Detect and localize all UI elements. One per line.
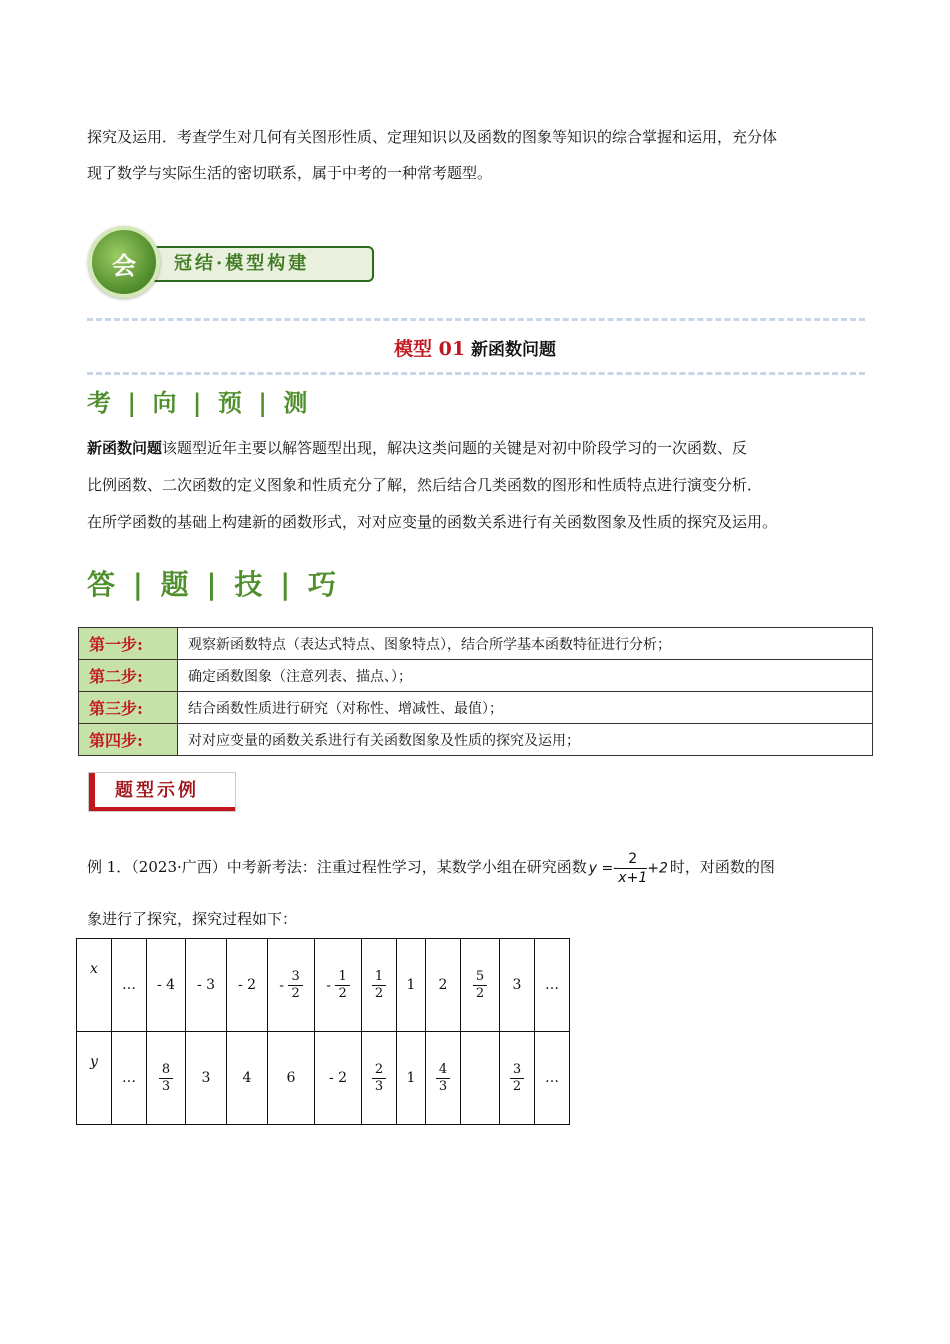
fraction [510,1062,524,1095]
step-text: 确定函数图象（注意列表、描点、）； [178,660,873,692]
table-cell [315,939,362,1032]
y-label: y [77,1032,112,1125]
intro-line-1: 探究及运用．考查学生对几何有关图形性质、定理知识以及函数的图象等知识的综合掌握和运用，充分体 [87,128,778,146]
table-cell: 1 [397,939,426,1032]
fraction-denominator: 2 [374,985,384,1001]
step-text: 结合函数性质进行研究（对称性、增减性、最值）； [178,692,873,724]
fraction [473,969,487,1002]
step-text: 观察新函数特点（表达式特点、图象特点），结合所学基本函数特征进行分析； [178,628,873,660]
table-cell: - 4 [147,939,186,1032]
badge-circle: 会 [88,226,160,298]
badge-accent-bar [89,773,95,811]
example-prefix: 例 1．（2023·广西）中考新考法：注重过程性学习，某数学小组在研究函数 [87,858,587,876]
table-cell [147,1032,186,1125]
table-cell: 2 [426,939,461,1032]
table-cell: … [535,939,570,1032]
description-line-1 [87,430,867,467]
fraction [335,969,349,1002]
description-line-3: 在所学函数的基础上构建新的函数形式，对对应变量的函数关系进行有关函数图象及性质的探究及运用。 [87,513,778,531]
intro-line-2: 现了数学与实际生活的密切联系，属于中考的一种常考题型。 [87,164,493,182]
summary-badge [88,226,388,302]
fraction [372,1062,386,1095]
table-cell [268,939,315,1032]
fraction-denominator: 2 [291,985,300,1001]
table-cell: … [535,1032,570,1125]
table-cell: … [112,939,147,1032]
formula-fraction [618,850,647,887]
y-row [77,1032,570,1125]
section-heading-trend: 考 | 向 | 预 | 测 [87,388,312,417]
table-cell: - 2 [227,939,268,1032]
value-table [76,938,570,1125]
description-line-2: 比例函数、二次函数的定义图象和性质充分了解，然后结合几类函数的图形和性质特点进行演变分析． [87,476,763,494]
steps-table [78,627,873,756]
table-cell: 4 [227,1032,268,1125]
badge-text: 冠结·模型构建 [174,253,310,274]
table-cell: 3 [186,1032,227,1125]
step-row [79,692,873,724]
formula-denominator: x+1 [618,869,648,886]
badge-bar [138,246,374,282]
table-cell: - 3 [186,939,227,1032]
x-row [77,939,570,1032]
example-type-badge [88,772,236,812]
step-row [79,724,873,756]
fraction-sign: - [326,977,331,993]
divider-bottom [87,372,865,375]
model-title [0,334,950,361]
fraction-numerator: 1 [335,969,349,986]
divider-top [87,318,865,321]
step-label: 第四步: [79,724,178,756]
fraction-denominator: 2 [475,985,485,1001]
fraction-numerator: 8 [159,1062,173,1079]
fraction [159,1062,173,1095]
table-cell [461,939,500,1032]
table-cell: - 2 [315,1032,362,1125]
example-suffix: 时，对函数的图 [669,858,775,876]
fraction-numerator: 2 [372,1062,386,1079]
example-question [87,849,877,887]
table-cell-empty [461,1032,500,1125]
fraction-numerator: 3 [510,1062,524,1079]
step-label: 第二步: [79,660,178,692]
intro-paragraph [87,119,867,191]
fraction [288,969,302,1002]
fraction-numerator: 1 [372,969,386,986]
table-cell: 3 [500,939,535,1032]
fraction [436,1062,450,1095]
fraction-denominator: 3 [161,1078,171,1094]
step-label: 第一步: [79,628,178,660]
description-text-1: 该题型近年主要以解答题型出现，解决这类问题的关键是对初中阶段学习的一次函数、反 [162,439,748,457]
fraction-denominator: 3 [374,1078,384,1094]
fraction-denominator: 2 [512,1078,522,1094]
step-row [79,660,873,692]
description-paragraph [87,430,867,541]
formula-numerator: 2 [618,850,647,869]
fraction-numerator: 4 [436,1062,450,1079]
description-bold: 新函数问题 [87,439,163,457]
step-row [79,628,873,660]
table-cell [426,1032,461,1125]
example-type-label: 题型示例 [115,780,199,801]
table-cell: … [112,1032,147,1125]
table-cell [362,939,397,1032]
function-formula [589,850,668,887]
fraction-sign: - [279,977,284,993]
fraction-denominator: 2 [338,985,347,1001]
formula-tail: +2 [647,860,668,876]
fraction-numerator: 3 [288,969,302,986]
x-label: x [77,939,112,1032]
fraction-numerator: 5 [473,969,487,986]
section-heading-tips: 答 | 题 | 技 | 巧 [87,568,341,601]
formula-y: y =- [588,860,619,876]
fraction-denominator: 3 [438,1078,448,1094]
table-cell: 6 [268,1032,315,1125]
model-name: 新函数问题 [470,340,556,360]
model-prefix: 模型 01 [394,338,466,360]
example-line-2: 象进行了探究，探究过程如下： [87,910,298,928]
table-cell [362,1032,397,1125]
fraction [372,969,386,1002]
step-text: 对对应变量的函数关系进行有关函数图象及性质的探究及运用； [178,724,873,756]
table-cell [500,1032,535,1125]
table-cell: 1 [397,1032,426,1125]
step-label: 第三步: [79,692,178,724]
